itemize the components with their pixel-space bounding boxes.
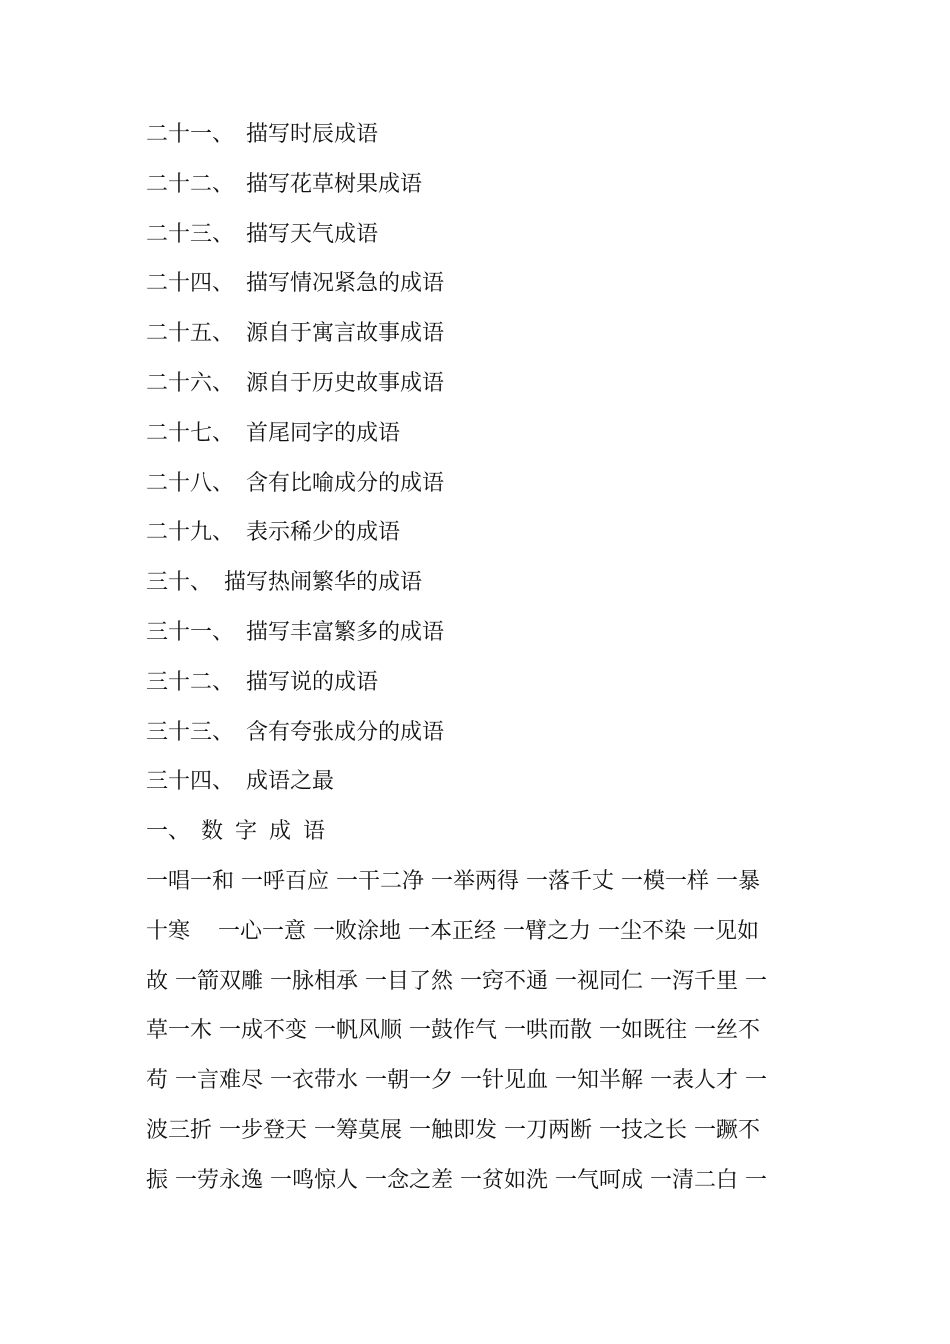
toc-title: 成语之最 xyxy=(246,769,335,795)
toc-title: 描写花草树果成语 xyxy=(246,171,423,197)
idiom-text-line: 振 一劳永逸 一鸣惊人 一念之差 一贫如洗 一气呵成 一清二白 一 xyxy=(146,1167,767,1193)
toc-entry xyxy=(146,110,810,160)
toc-number: 三十、 xyxy=(146,570,213,596)
toc-title: 含有夸张成分的成语 xyxy=(246,719,445,745)
idiom-text-line: 十寒 一心一意 一败涂地 一本正经 一臂之力 一尘不染 一见如 xyxy=(146,918,759,944)
toc-title: 描写天气成语 xyxy=(246,221,379,247)
toc-number: 三十三、 xyxy=(146,719,235,745)
section-number: 一、 xyxy=(146,819,191,845)
toc-entry xyxy=(146,309,810,359)
toc-title: 表示稀少的成语 xyxy=(246,520,401,546)
toc-entry xyxy=(146,608,810,658)
toc-title: 首尾同字的成语 xyxy=(246,420,401,446)
toc-number: 二十四、 xyxy=(146,271,235,297)
section-title: 数字成语 xyxy=(201,819,338,845)
toc-title: 源自于历史故事成语 xyxy=(246,370,445,396)
toc-title: 描写热闹繁华的成语 xyxy=(224,570,423,596)
toc-entry xyxy=(146,359,810,409)
toc-number: 二十二、 xyxy=(146,171,235,197)
toc-entry xyxy=(146,409,810,459)
toc-number: 二十五、 xyxy=(146,321,235,347)
toc-number: 二十三、 xyxy=(146,221,235,247)
toc-entry xyxy=(146,658,810,708)
toc-title: 源自于寓言故事成语 xyxy=(246,321,445,347)
toc-entry xyxy=(146,210,810,260)
toc-number: 二十八、 xyxy=(146,470,235,496)
idiom-text-line: 波三折 一步登天 一筹莫展 一触即发 一刀两断 一技之长 一蹶不 xyxy=(146,1117,760,1143)
toc-title: 含有比喻成分的成语 xyxy=(246,470,445,496)
toc-number: 二十一、 xyxy=(146,122,235,147)
toc-title: 描写时辰成语 xyxy=(246,122,379,147)
idiom-text-line: 苟 一言难尽 一衣带水 一朝一夕 一针见血 一知半解 一表人才 一 xyxy=(146,1068,767,1094)
toc-entry xyxy=(146,508,810,558)
idiom-text-line: 一唱一和 一呼百应 一干二净 一举两得 一落千丈 一模一样 一暴 xyxy=(146,868,760,894)
toc-number: 三十四、 xyxy=(146,769,235,795)
toc-entry xyxy=(146,757,810,807)
toc-entry xyxy=(146,459,810,509)
toc-entry xyxy=(146,558,810,608)
toc-title: 描写丰富繁多的成语 xyxy=(246,619,445,645)
toc-number: 二十七、 xyxy=(146,420,235,446)
toc-number: 三十二、 xyxy=(146,669,235,695)
toc-entry xyxy=(146,160,810,210)
toc-number: 二十六、 xyxy=(146,370,235,396)
toc-title: 描写情况紧急的成语 xyxy=(246,271,445,297)
idiom-text-line: 草一木 一成不变 一帆风顺 一鼓作气 一哄而散 一如既往 一丝不 xyxy=(146,1018,760,1044)
document-body xyxy=(146,110,810,1206)
idiom-text-line: 故 一箭双雕 一脉相承 一目了然 一窍不通 一视同仁 一泻千里 一 xyxy=(146,968,767,994)
toc-title: 描写说的成语 xyxy=(246,669,379,695)
toc-entry xyxy=(146,708,810,758)
toc-number: 二十九、 xyxy=(146,520,235,546)
toc-number: 三十一、 xyxy=(146,619,235,645)
section-heading xyxy=(146,807,810,857)
toc-entry xyxy=(146,259,810,309)
